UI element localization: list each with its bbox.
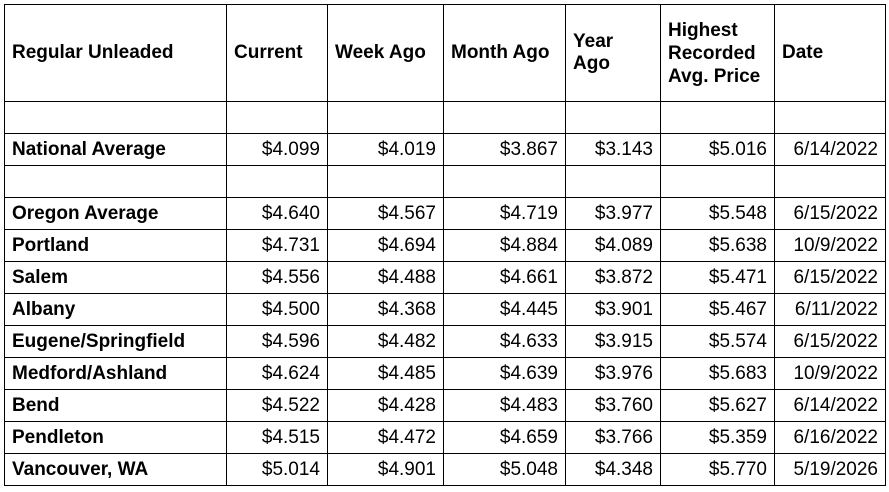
blank-cell <box>566 102 661 134</box>
year-ago-price: $3.143 <box>566 134 661 166</box>
current-price: $4.731 <box>227 230 328 262</box>
blank-cell <box>444 102 566 134</box>
record-date: 6/11/2022 <box>775 294 886 326</box>
blank-cell <box>661 166 775 198</box>
row-label: Pendleton <box>5 422 227 454</box>
month-ago-price: $4.719 <box>444 198 566 230</box>
week-ago-price: $4.567 <box>328 198 444 230</box>
month-ago-price: $4.659 <box>444 422 566 454</box>
month-ago-price: $5.048 <box>444 454 566 486</box>
record-date: 6/15/2022 <box>775 262 886 294</box>
blank-cell <box>227 166 328 198</box>
highest-price: $5.467 <box>661 294 775 326</box>
current-price: $4.500 <box>227 294 328 326</box>
blank-cell <box>775 102 886 134</box>
record-date: 5/19/2026 <box>775 454 886 486</box>
blank-row <box>5 166 886 198</box>
current-price: $4.099 <box>227 134 328 166</box>
year-ago-price: $3.901 <box>566 294 661 326</box>
week-ago-price: $4.019 <box>328 134 444 166</box>
current-price: $4.556 <box>227 262 328 294</box>
table-row <box>5 230 886 262</box>
highest-price: $5.627 <box>661 390 775 422</box>
table-row-national-average <box>5 134 886 166</box>
row-label: Oregon Average <box>5 198 227 230</box>
highest-price: $5.548 <box>661 198 775 230</box>
record-date: 6/15/2022 <box>775 326 886 358</box>
row-label: Eugene/Springfield <box>5 326 227 358</box>
table-row <box>5 422 886 454</box>
month-ago-price: $4.445 <box>444 294 566 326</box>
month-ago-price: $4.483 <box>444 390 566 422</box>
record-date: 6/14/2022 <box>775 134 886 166</box>
week-ago-price: $4.368 <box>328 294 444 326</box>
table-row <box>5 326 886 358</box>
row-label: Vancouver, WA <box>5 454 227 486</box>
year-ago-price: $3.760 <box>566 390 661 422</box>
table-row <box>5 262 886 294</box>
blank-cell <box>5 102 227 134</box>
row-label: Albany <box>5 294 227 326</box>
row-label: National Average <box>5 134 227 166</box>
current-price: $4.640 <box>227 198 328 230</box>
record-date: 6/14/2022 <box>775 390 886 422</box>
record-date: 6/15/2022 <box>775 198 886 230</box>
blank-cell <box>328 166 444 198</box>
table-row <box>5 358 886 390</box>
week-ago-price: $4.485 <box>328 358 444 390</box>
header-row <box>5 5 886 102</box>
blank-cell <box>775 166 886 198</box>
blank-row <box>5 102 886 134</box>
header-month-ago: Month Ago <box>444 5 566 102</box>
record-date: 10/9/2022 <box>775 358 886 390</box>
year-ago-price: $3.977 <box>566 198 661 230</box>
week-ago-price: $4.488 <box>328 262 444 294</box>
header-date: Date <box>775 5 886 102</box>
header-current: Current <box>227 5 328 102</box>
highest-price: $5.574 <box>661 326 775 358</box>
month-ago-price: $4.661 <box>444 262 566 294</box>
week-ago-price: $4.694 <box>328 230 444 262</box>
blank-cell <box>661 102 775 134</box>
row-label: Salem <box>5 262 227 294</box>
year-ago-price: $3.976 <box>566 358 661 390</box>
week-ago-price: $4.901 <box>328 454 444 486</box>
table-row <box>5 294 886 326</box>
blank-cell <box>328 102 444 134</box>
month-ago-price: $4.633 <box>444 326 566 358</box>
header-year-ago: Year Ago <box>566 5 661 102</box>
current-price: $4.522 <box>227 390 328 422</box>
blank-cell <box>227 102 328 134</box>
blank-cell <box>444 166 566 198</box>
blank-cell <box>5 166 227 198</box>
table-row <box>5 198 886 230</box>
current-price: $4.596 <box>227 326 328 358</box>
current-price: $4.515 <box>227 422 328 454</box>
record-date: 6/16/2022 <box>775 422 886 454</box>
current-price: $4.624 <box>227 358 328 390</box>
month-ago-price: $4.884 <box>444 230 566 262</box>
row-label: Portland <box>5 230 227 262</box>
year-ago-price: $3.872 <box>566 262 661 294</box>
week-ago-price: $4.428 <box>328 390 444 422</box>
highest-price: $5.638 <box>661 230 775 262</box>
highest-price: $5.359 <box>661 422 775 454</box>
week-ago-price: $4.472 <box>328 422 444 454</box>
highest-price: $5.471 <box>661 262 775 294</box>
month-ago-price: $4.639 <box>444 358 566 390</box>
current-price: $5.014 <box>227 454 328 486</box>
year-ago-price: $4.348 <box>566 454 661 486</box>
table-row <box>5 454 886 486</box>
week-ago-price: $4.482 <box>328 326 444 358</box>
record-date: 10/9/2022 <box>775 230 886 262</box>
table-row <box>5 390 886 422</box>
header-week-ago: Week Ago <box>328 5 444 102</box>
row-label: Bend <box>5 390 227 422</box>
year-ago-price: $4.089 <box>566 230 661 262</box>
header-regular-unleaded: Regular Unleaded <box>5 5 227 102</box>
blank-cell <box>566 166 661 198</box>
highest-price: $5.770 <box>661 454 775 486</box>
highest-price: $5.016 <box>661 134 775 166</box>
highest-price: $5.683 <box>661 358 775 390</box>
gas-price-table <box>4 4 886 486</box>
month-ago-price: $3.867 <box>444 134 566 166</box>
header-highest-recorded: Highest Recorded Avg. Price <box>661 5 775 102</box>
year-ago-price: $3.766 <box>566 422 661 454</box>
row-label: Medford/Ashland <box>5 358 227 390</box>
year-ago-price: $3.915 <box>566 326 661 358</box>
